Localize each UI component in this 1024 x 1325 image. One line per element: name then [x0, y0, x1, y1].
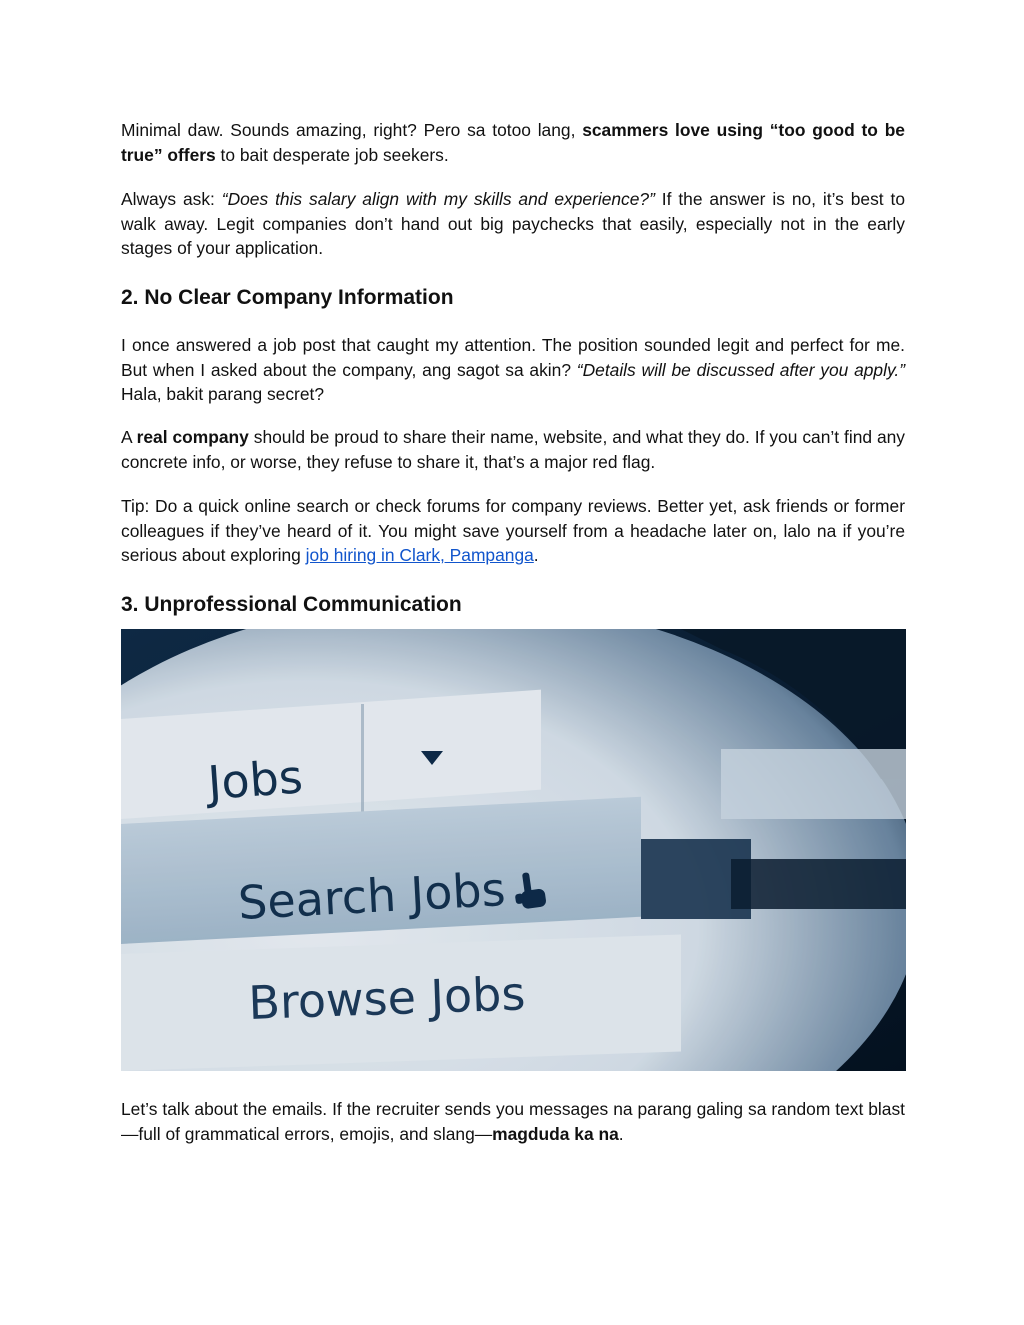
paragraph-salary-offer	[121, 118, 905, 167]
italic-quote: “Does this salary align with my skills and experience?”	[221, 189, 655, 209]
photo-tint	[121, 629, 906, 1071]
text-run: Hala, bakit parang secret?	[121, 384, 325, 404]
text-run: Tip: Do a quick online search or check forums for company reviews. Better yet, ask friends or former colleagues if they’ve heard of it. You might save yourself from a headache later on, lalo na if you’re serious about exploring	[121, 496, 905, 565]
text-run: Always ask:	[121, 189, 222, 209]
bold-text: magduda ka na	[492, 1123, 619, 1144]
jobs-menu-photo	[121, 629, 906, 1071]
menu-item-browse-jobs: Browse Jobs	[247, 966, 527, 1030]
text-run: If the answer is no, it’s best to walk away. Legit companies don’t hand out big paychecks that easily, especially not in the early stages of your application.	[121, 189, 905, 258]
section-heading-communication: 3. Unprofessional Communication	[121, 593, 462, 616]
job-hiring-link[interactable]: job hiring in Clark, Pampanga	[305, 545, 534, 565]
paragraph-tip	[121, 494, 905, 568]
paragraph-real-company	[121, 425, 905, 474]
text-run: Let’s talk about the emails. If the recruiter sends you messages na parang galing sa random text blast—full of grammatical errors, emojis, and slang—	[121, 1099, 905, 1144]
paragraph-job-post-story	[121, 333, 905, 407]
text-run: Minimal daw. Sounds amazing, right? Pero sa totoo lang,	[121, 120, 583, 140]
menu-item-search-jobs: Search Jobs	[236, 862, 507, 930]
bold-text: scammers love using “too good to be true” offers	[121, 120, 905, 165]
italic-quote: “Details will be discussed after you apply.”	[576, 359, 905, 380]
text-run: I once answered a job post that caught my attention. The position sounded legit and perfect for me. But when I asked about the company, ang sagot sa akin?	[121, 335, 905, 380]
text-run: A	[121, 427, 137, 447]
paragraph-emails	[121, 1097, 905, 1146]
jobs-menu-illustration	[121, 629, 906, 1071]
text-run: .	[533, 545, 539, 565]
text-run: .	[618, 1123, 624, 1144]
menu-item-jobs: Jobs	[206, 749, 305, 810]
text-run: to bait desperate job seekers.	[215, 144, 449, 165]
section-heading-company-info: 2. No Clear Company Information	[121, 286, 454, 309]
bold-text: real company	[136, 427, 249, 447]
text-run: should be proud to share their name, website, and what they do. If you can’t find any concrete info, or worse, they refuse to share it, that’s a major red flag.	[121, 427, 906, 472]
paragraph-always-ask	[121, 187, 905, 261]
